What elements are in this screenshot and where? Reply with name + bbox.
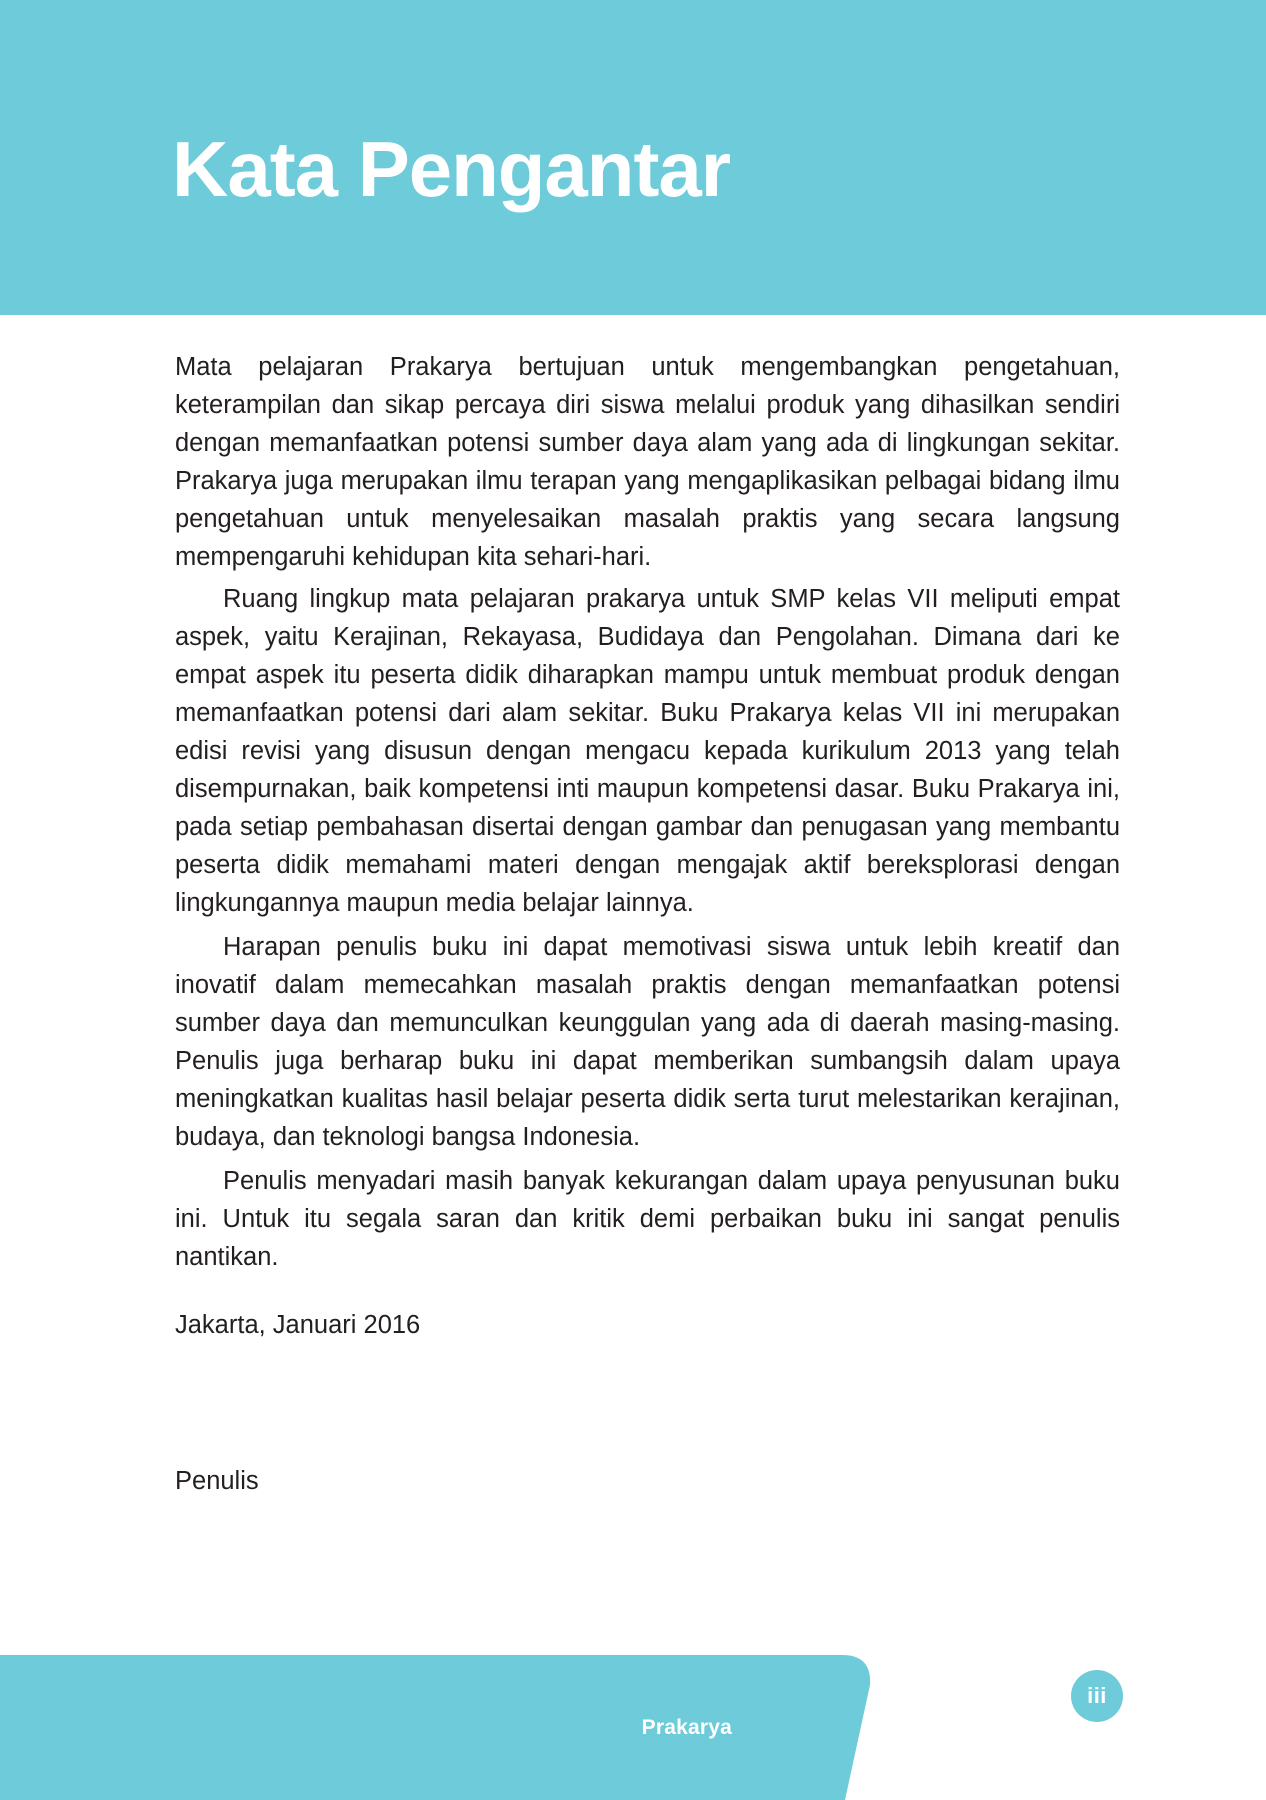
- page-number-badge: [1071, 1670, 1123, 1722]
- paragraph-4: Penulis menyadari masih banyak kekurangan dalam upaya penyusunan buku ini. Untuk itu segala saran dan kritik demi perbaikan buku ini sangat penulis nantikan.: [175, 1167, 1120, 1271]
- page-number-text: iii: [1087, 1683, 1107, 1708]
- signature-space: [175, 1344, 1120, 1462]
- page-title: Kata Pengantar: [172, 125, 731, 213]
- signature-name: Penulis: [175, 1467, 259, 1495]
- place-date: Jakarta, Januari 2016: [175, 1311, 421, 1339]
- paragraph-2: Ruang lingkup mata pelajaran prakarya untuk SMP kelas VII meliputi empat aspek, yaitu Kerajinan, Rekayasa, Budidaya dan Pengolahan. Dimana dari ke empat aspek itu peserta didik diharapkan mampu untuk membuat produk dengan memanfaatkan potensi dari alam sekitar. Buku Prakarya kelas VII ini merupakan edisi revisi yang disusun dengan mengacu kepada kurikulum 2013 yang telah disempurnakan, baik kompetensi inti maupun kompetensi dasar. Buku Prakarya ini, pada setiap pembahasan disertai dengan gambar dan penugasan yang membantu peserta didik memahami materi dengan mengajak aktif bereksplorasi dengan lingkungannya maupun media belajar lainnya.: [175, 585, 1120, 917]
- paragraph-3: Harapan penulis buku ini dapat memotivasi siswa untuk lebih kreatif dan inovatif dalam memecahkan masalah praktis dengan memanfaatkan potensi sumber daya dan memunculkan keunggulan yang ada di daerah masing-masing. Penulis juga berharap buku ini dapat memberikan sumbangsih dalam upaya meningkatkan kualitas hasil belajar peserta didik serta turut melestarikan kerajinan, budaya, dan teknologi bangsa Indonesia.: [175, 933, 1120, 1151]
- body-content: [175, 348, 1120, 1500]
- footer-banner-shape: [0, 1655, 880, 1800]
- footer-book-label-text: Prakarya: [641, 1715, 732, 1739]
- signature-block: [175, 1306, 1120, 1500]
- paragraph-1: Mata pelajaran Prakarya bertujuan untuk mengembangkan pengetahuan, keterampilan dan sikap percaya diri siswa melalui produk yang dihasilkan sendiri dengan memanfaatkan potensi sumber daya alam yang ada di lingkungan sekitar. Prakarya juga merupakan ilmu terapan yang mengaplikasikan pelbagai bidang ilmu pengetahuan untuk menyelesaikan masalah praktis yang secara langsung mempengaruhi kehidupan kita sehari-hari.: [175, 353, 1120, 571]
